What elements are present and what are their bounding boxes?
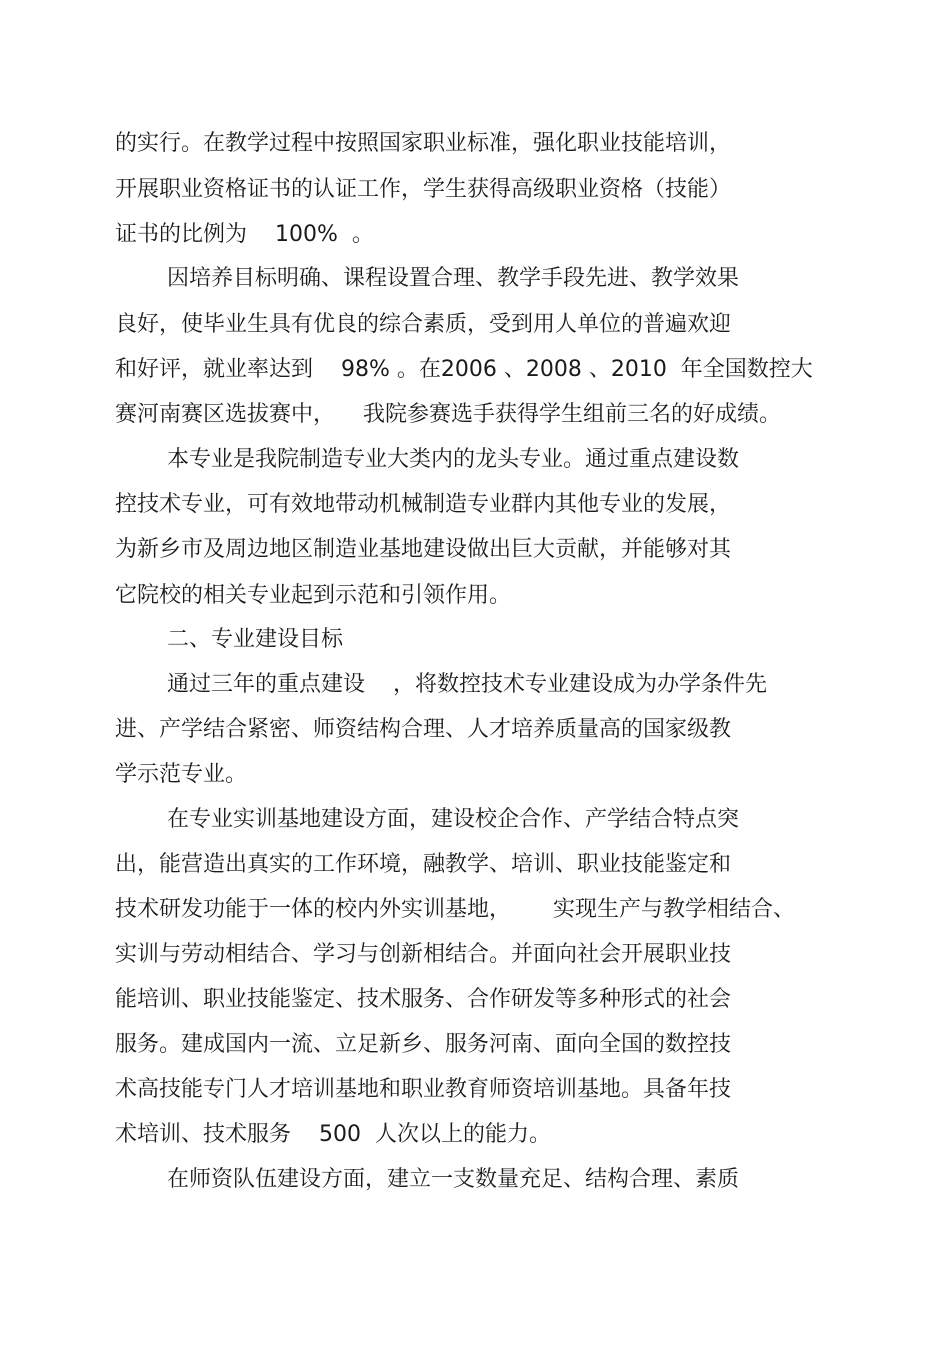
text-line: 术培训、技术服务 500 人次以上的能力。 [115, 1122, 551, 1147]
text-line: 技术研发功能于一体的校内外实训基地， 实现生产与教学相结合、 [115, 897, 795, 922]
text-line: 赛河南赛区选拔赛中， 我院参赛选手获得学生组前三名的好成绩。 [115, 402, 781, 427]
text-line: 出，能营造出真实的工作环境，融教学、培训、职业技能鉴定和 [115, 852, 732, 877]
text-line: 进、产学结合紧密、师资结构合理、人才培养质量高的国家级教 [115, 717, 732, 742]
text-line: 本专业是我院制造专业大类内的龙头专业。通过重点建设数 [167, 447, 740, 472]
text-line: 实训与劳动相结合、学习与创新相结合。并面向社会开展职业技 [115, 942, 732, 967]
text-line: 服务。建成国内一流、立足新乡、服务河南、面向全国的数控技 [115, 1032, 732, 1057]
text-line: 因培养目标明确、课程设置合理、教学手段先进、教学效果 [167, 266, 740, 291]
text-line: 良好，使毕业生具有优良的综合素质，受到用人单位的普遍欢迎 [115, 312, 732, 337]
text-line: 术高技能专门人才培训基地和职业教育师资培训基地。具备年技 [115, 1077, 732, 1102]
text-line: 和好评，就业率达到 98% 。在2006 、2008 、2010 年全国数控大 [115, 357, 813, 382]
section-heading: 二、专业建设目标 [167, 627, 344, 652]
text-line: 在师资队伍建设方面，建立一支数量充足、结构合理、素质 [167, 1167, 740, 1192]
text-line: 通过三年的重点建设 ，将数控技术专业建设成为办学条件先 [167, 672, 767, 697]
text-line: 在专业实训基地建设方面，建设校企合作、产学结合特点突 [167, 807, 740, 832]
text-line: 它院校的相关专业起到示范和引领作用。 [115, 583, 512, 608]
text-line: 学示范专业。 [115, 762, 248, 787]
text-line: 能培训、职业技能鉴定、技术服务、合作研发等多种形式的社会 [115, 987, 732, 1012]
text-line: 的实行。在教学过程中按照国家职业标准，强化职业技能培训， [115, 131, 732, 156]
text-line: 为新乡市及周边地区制造业基地建设做出巨大贡献，并能够对其 [115, 537, 732, 562]
text-line: 开展职业资格证书的认证工作，学生获得高级职业资格（技能） [115, 177, 732, 202]
text-line: 证书的比例为 100% 。 [115, 222, 374, 247]
text-line: 控技术专业，可有效地带动机械制造专业群内其他专业的发展， [115, 492, 732, 517]
